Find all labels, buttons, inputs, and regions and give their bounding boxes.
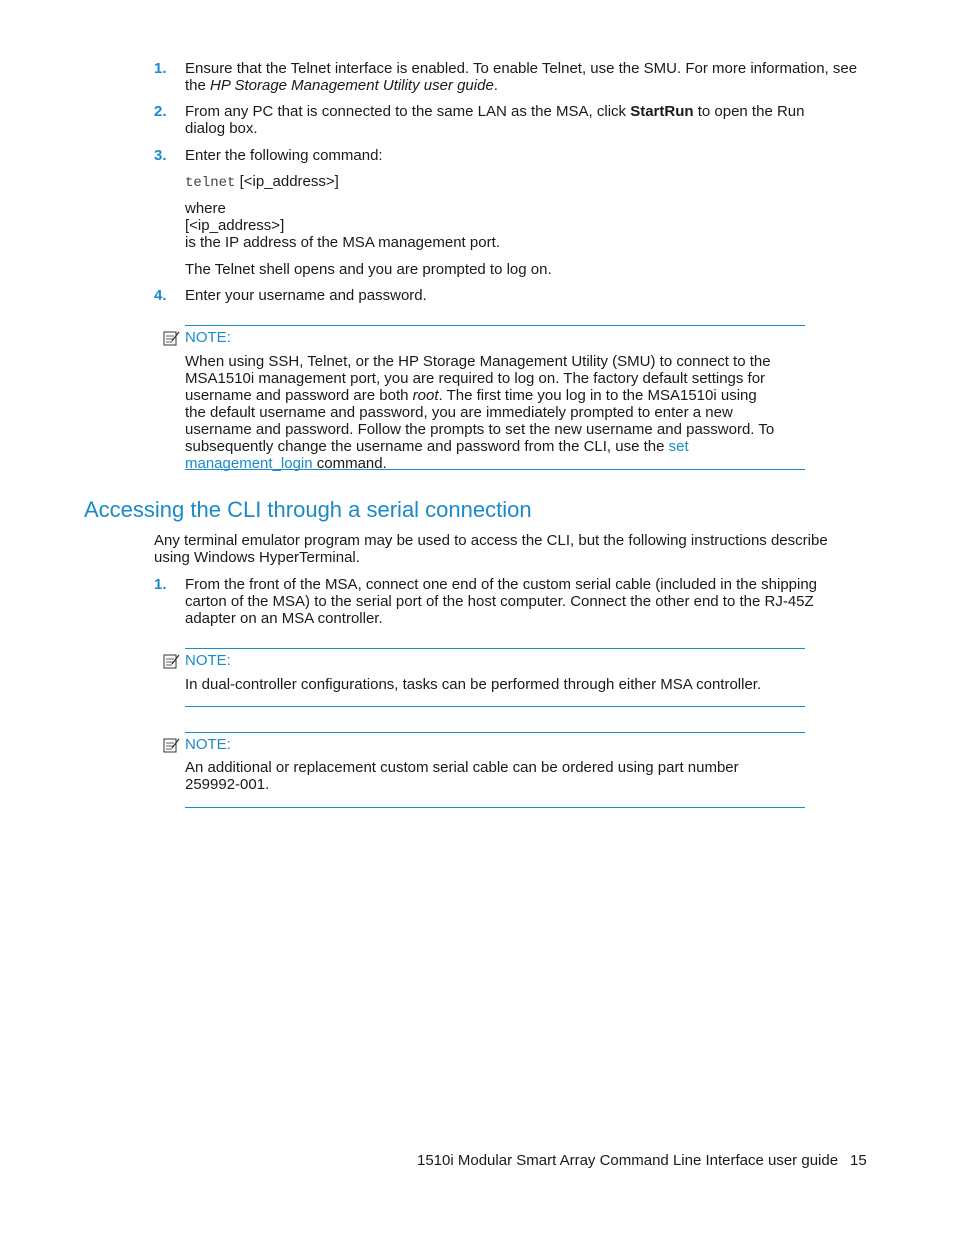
note-rule-top — [185, 648, 805, 649]
step-text — [185, 60, 865, 94]
where-block — [185, 200, 865, 251]
step-number: 1. — [154, 60, 167, 77]
text-run: . The first time you log in to the MSA1510i using the default username and password, you are immediately prompted to enter a new username and password. Follow the prompts to set the new username and password. To subsequently change the username and password from the CLI, use the — [185, 387, 775, 455]
step-text: Enter the following command: — [185, 147, 383, 164]
section-heading: Accessing the CLI through a serial connection — [84, 497, 532, 522]
where-line: where — [185, 200, 226, 217]
page-number: 15 — [850, 1152, 867, 1169]
note-body — [185, 759, 755, 793]
note-rule-top — [185, 325, 805, 326]
note-rule-bottom — [185, 706, 805, 707]
note-rule-bottom — [185, 807, 805, 808]
note-body — [185, 353, 780, 472]
text-run: In dual-controller configurations, tasks can be performed through either MSA controller. — [185, 676, 762, 693]
where-line: [<ip_address>] — [185, 217, 285, 234]
section-intro: Any terminal emulator program may be used to access the CLI, but the following instructions describe using Windows HyperTerminal. — [154, 532, 828, 566]
note-rule-bottom — [185, 469, 805, 470]
note-header — [163, 652, 231, 669]
where-line: is the IP address of the MSA management port. — [185, 234, 500, 251]
emphasis-text: root — [412, 387, 439, 404]
text-run: An additional or replacement custom serial cable can be ordered using part number 259992-001. — [185, 759, 739, 793]
step-number: 3. — [154, 147, 167, 164]
command-code: telnet — [185, 175, 236, 191]
note-rule-top — [185, 732, 805, 733]
note-body — [185, 676, 805, 693]
command-arg: [<ip_address>] — [235, 173, 339, 190]
text-run: command. — [312, 455, 387, 472]
note-header — [163, 329, 231, 346]
emphasis-text: HP Storage Management Utility user guide — [210, 77, 494, 94]
note-label: NOTE: — [185, 652, 231, 669]
note-header — [163, 736, 231, 753]
text-run: Ensure that the Telnet interface is enabled. To enable Telnet, use the SMU. For more information, see the — [185, 60, 858, 94]
bold-text: StartRun — [630, 103, 694, 120]
step-text: From the front of the MSA, connect one end of the custom serial cable (included in the shipping carton of the MSA) to the serial port of the host computer. Connect the other end to the RJ-45Z adapter on an MSA controller. — [185, 576, 818, 627]
note-pad-icon — [163, 737, 181, 753]
step-number: 1. — [154, 576, 167, 593]
text-run: . — [493, 77, 498, 94]
note-label: NOTE: — [185, 736, 231, 753]
text-run: to open the Run dialog box. — [185, 103, 805, 137]
note-label: NOTE: — [185, 329, 231, 346]
text-run: From any PC that is connected to the same LAN as the MSA, click — [185, 103, 631, 120]
step-number: 2. — [154, 103, 167, 120]
command-line — [185, 173, 865, 192]
step-text: Enter your username and password. — [185, 287, 427, 304]
step-number: 4. — [154, 287, 167, 304]
step-text — [185, 103, 815, 137]
note-pad-icon — [163, 330, 181, 346]
footer-title: 1510i Modular Smart Array Command Line Interface user guide — [417, 1152, 839, 1169]
command-link[interactable]: set management_login — [185, 438, 689, 472]
note-pad-icon — [163, 653, 181, 669]
text-run: When using SSH, Telnet, or the HP Storage Management Utility (SMU) to connect to the MSA1510i management port, you are required to log on. The factory default settings for username and password are both — [185, 353, 771, 404]
telnet-result: The Telnet shell opens and you are prompted to log on. — [185, 261, 552, 278]
